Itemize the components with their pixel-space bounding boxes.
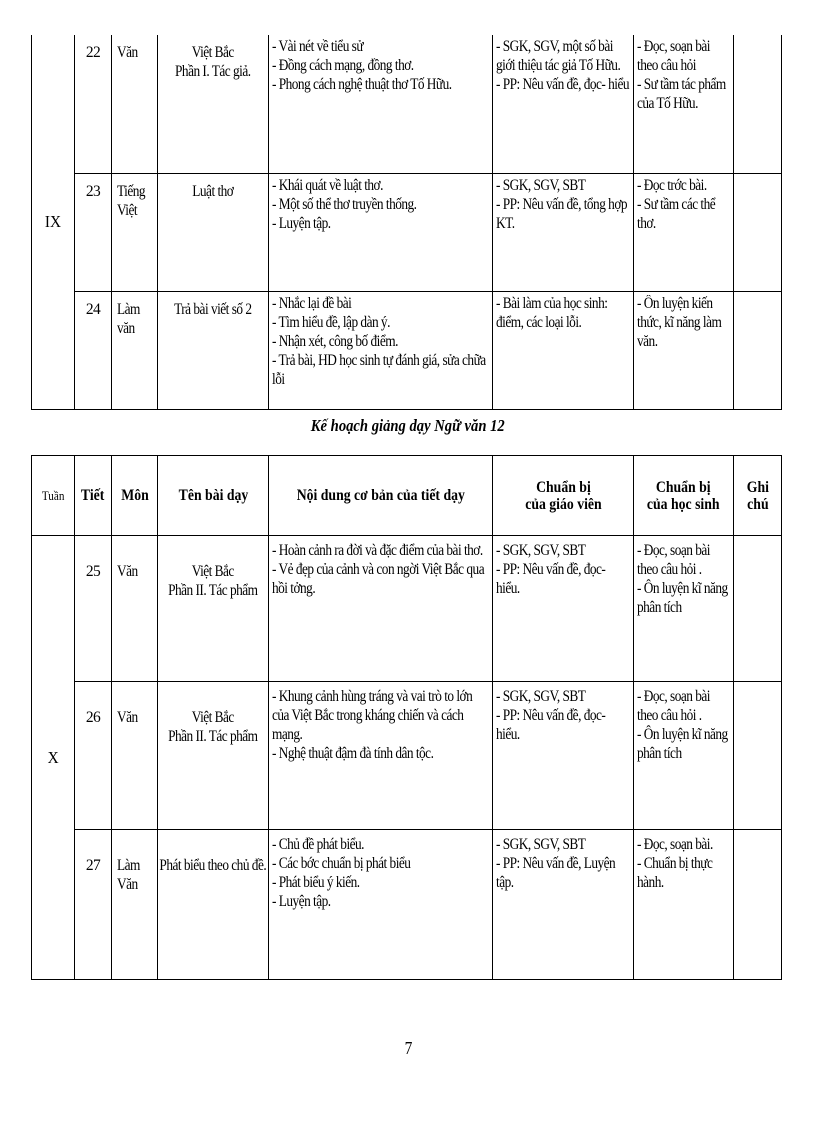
cell-line: - Một số thể thơ truyền thống. xyxy=(272,195,417,213)
schedule-table-week-x xyxy=(31,455,782,980)
cell-line: - Nhận xét, công bố điểm. xyxy=(272,332,398,350)
cell-line: - Đọc, soạn bài. xyxy=(637,836,713,853)
header-student-prep: Chuẩn bị của học sinh xyxy=(634,456,734,536)
lesson-title-cell: Việt Bắc Phần I. Tác giả. xyxy=(158,35,269,173)
cell-line: - PP: Nêu vấn đề, Luyện tập. xyxy=(496,855,616,891)
student-prep-cell xyxy=(634,173,734,291)
header-subject: Môn xyxy=(112,456,158,536)
cell-line: - PP: Nêu vấn đề, đọc- hiểu xyxy=(496,76,630,93)
content-cell xyxy=(269,682,493,830)
header-notes: Ghi chú xyxy=(734,456,782,536)
cell-line: - Hoàn cảnh ra đời và đặc điểm của bài thơ. xyxy=(272,542,483,559)
cell-line: - SGK, SGV, SBT xyxy=(496,542,586,559)
subject-cell: Tiếng Việt xyxy=(112,173,158,291)
week-cell: X xyxy=(32,536,75,980)
teacher-prep-cell xyxy=(493,35,634,173)
table-row xyxy=(32,173,782,291)
cell-line: - Chuẩn bị thực hành. xyxy=(637,855,713,891)
schedule-table-week-ix xyxy=(31,35,782,410)
teacher-prep-cell xyxy=(493,682,634,830)
student-prep-cell xyxy=(634,291,734,409)
header-period: Tiết xyxy=(75,456,112,536)
cell-line: - Luyện tập. xyxy=(272,214,331,232)
cell-line: - Vài nét về tiểu sử xyxy=(272,38,364,55)
table-row xyxy=(32,682,782,830)
lesson-title-cell: Việt Bắc Phần II. Tác phẩm xyxy=(158,682,269,830)
student-prep-cell xyxy=(634,536,734,682)
content-cell xyxy=(269,830,493,980)
period-cell: 24 xyxy=(75,291,112,409)
cell-line: - Ôn luyện kĩ năng phân tích xyxy=(637,580,728,616)
cell-line: - PP: Nêu vấn đề, đọc- hiểu. xyxy=(496,561,606,597)
cell-line: - Luyện tập. xyxy=(272,893,331,910)
cell-line: - SGK, SGV, SBT xyxy=(496,688,586,705)
period-cell: 23 xyxy=(75,173,112,291)
cell-line: - Nhắc lại đề bài xyxy=(272,294,352,312)
period-cell: 22 xyxy=(75,35,112,173)
cell-line: - Chủ đề phát biểu. xyxy=(272,836,365,853)
cell-line: - Sư tầm tác phẩm của Tố Hữu. xyxy=(637,76,726,112)
page-number: 7 xyxy=(404,1038,412,1058)
teacher-prep-cell xyxy=(493,291,634,409)
plan-caption: Kế hoạch giảng dạy Ngữ văn 12 xyxy=(311,416,505,435)
subject-cell: Làm Văn xyxy=(112,830,158,980)
cell-line: - Vẻ đẹp của cảnh và con ngời Việt Bắc qua hồi tởng. xyxy=(272,561,485,597)
period-cell: 27 xyxy=(75,830,112,980)
student-prep-cell xyxy=(634,35,734,173)
header-content: Nội dung cơ bản của tiết dạy xyxy=(269,456,493,536)
period-cell: 26 xyxy=(75,682,112,830)
table-row xyxy=(32,536,782,682)
cell-line: - Trả bài, HD học sinh tự đánh giá, sửa chữa lỗi xyxy=(272,351,486,388)
cell-line: - Đọc, soạn bài theo câu hỏi . xyxy=(637,542,710,578)
cell-line: - Đồng cách mạng, đồng thơ. xyxy=(272,57,414,74)
cell-line: - Đọc, soạn bài theo câu hỏi . xyxy=(637,688,710,724)
cell-line: - Ôn luyện kĩ năng phân tích xyxy=(637,726,728,762)
subject-cell: Văn xyxy=(112,536,158,682)
period-cell: 25 xyxy=(75,536,112,682)
cell-line: - PP: Nêu vấn đề, đọc- hiểu. xyxy=(496,707,606,743)
teacher-prep-cell xyxy=(493,536,634,682)
lesson-title-cell: Việt Bắc Phần II. Tác phẩm xyxy=(158,536,269,682)
cell-line: - SGK, SGV, SBT xyxy=(496,836,586,853)
content-cell xyxy=(269,536,493,682)
table-row xyxy=(32,35,782,173)
cell-line: - Phát biểu ý kiến. xyxy=(272,874,360,891)
cell-line: - Đọc trớc bài. xyxy=(637,176,707,194)
cell-line: - Tìm hiểu đề, lập dàn ý. xyxy=(272,313,390,331)
student-prep-cell xyxy=(634,830,734,980)
teacher-prep-cell xyxy=(493,173,634,291)
header-lesson-title: Tên bài dạy xyxy=(158,456,269,536)
notes-cell xyxy=(734,35,782,173)
cell-line: - SGK, SGV, một số bài giới thiệu tác giả Tố Hữu. xyxy=(496,38,621,74)
week-cell: IX xyxy=(32,35,75,409)
subject-cell: Văn xyxy=(112,35,158,173)
content-cell xyxy=(269,35,493,173)
teacher-prep-cell xyxy=(493,830,634,980)
lesson-title-cell: Trả bài viết số 2 xyxy=(158,291,269,409)
cell-line: - Bài làm của học sinh: điểm, các loại lỗi. xyxy=(496,294,608,331)
notes-cell xyxy=(734,536,782,682)
notes-cell xyxy=(734,830,782,980)
lesson-title-cell: Phát biểu theo chủ đề. xyxy=(158,830,269,980)
header-week: Tuần xyxy=(32,456,75,536)
notes-cell xyxy=(734,682,782,830)
table-row xyxy=(32,291,782,409)
cell-line: - Khung cảnh hùng tráng và vai trò to lớn của Việt Bắc trong kháng chiến và cách mạng. xyxy=(272,688,473,743)
cell-line: - PP: Nêu vấn đề, tổng hợp KT. xyxy=(496,195,628,232)
cell-line: - SGK, SGV, SBT xyxy=(496,176,586,194)
subject-cell: Làm văn xyxy=(112,291,158,409)
notes-cell xyxy=(734,173,782,291)
header-teacher-prep: Chuẩn bị của giáo viên xyxy=(493,456,634,536)
content-cell xyxy=(269,173,493,291)
table-row xyxy=(32,830,782,980)
notes-cell xyxy=(734,291,782,409)
cell-line: - Sư tầm các thể thơ. xyxy=(637,195,716,232)
cell-line: - Nghệ thuật đậm đà tính dân tộc. xyxy=(272,745,434,762)
cell-line: - Đọc, soạn bài theo câu hỏi xyxy=(637,38,710,74)
cell-line: - Ôn luyện kiến thức, kĩ năng làm văn. xyxy=(637,294,722,350)
content-cell xyxy=(269,291,493,409)
lesson-title-cell: Luật thơ xyxy=(158,173,269,291)
cell-line: - Khái quát về luật thơ. xyxy=(272,176,383,194)
header-row xyxy=(32,456,782,536)
cell-line: - Phong cách nghệ thuật thơ Tố Hữu. xyxy=(272,76,452,93)
cell-line: - Các bớc chuẩn bị phát biểu xyxy=(272,855,411,872)
subject-cell: Văn xyxy=(112,682,158,830)
student-prep-cell xyxy=(634,682,734,830)
